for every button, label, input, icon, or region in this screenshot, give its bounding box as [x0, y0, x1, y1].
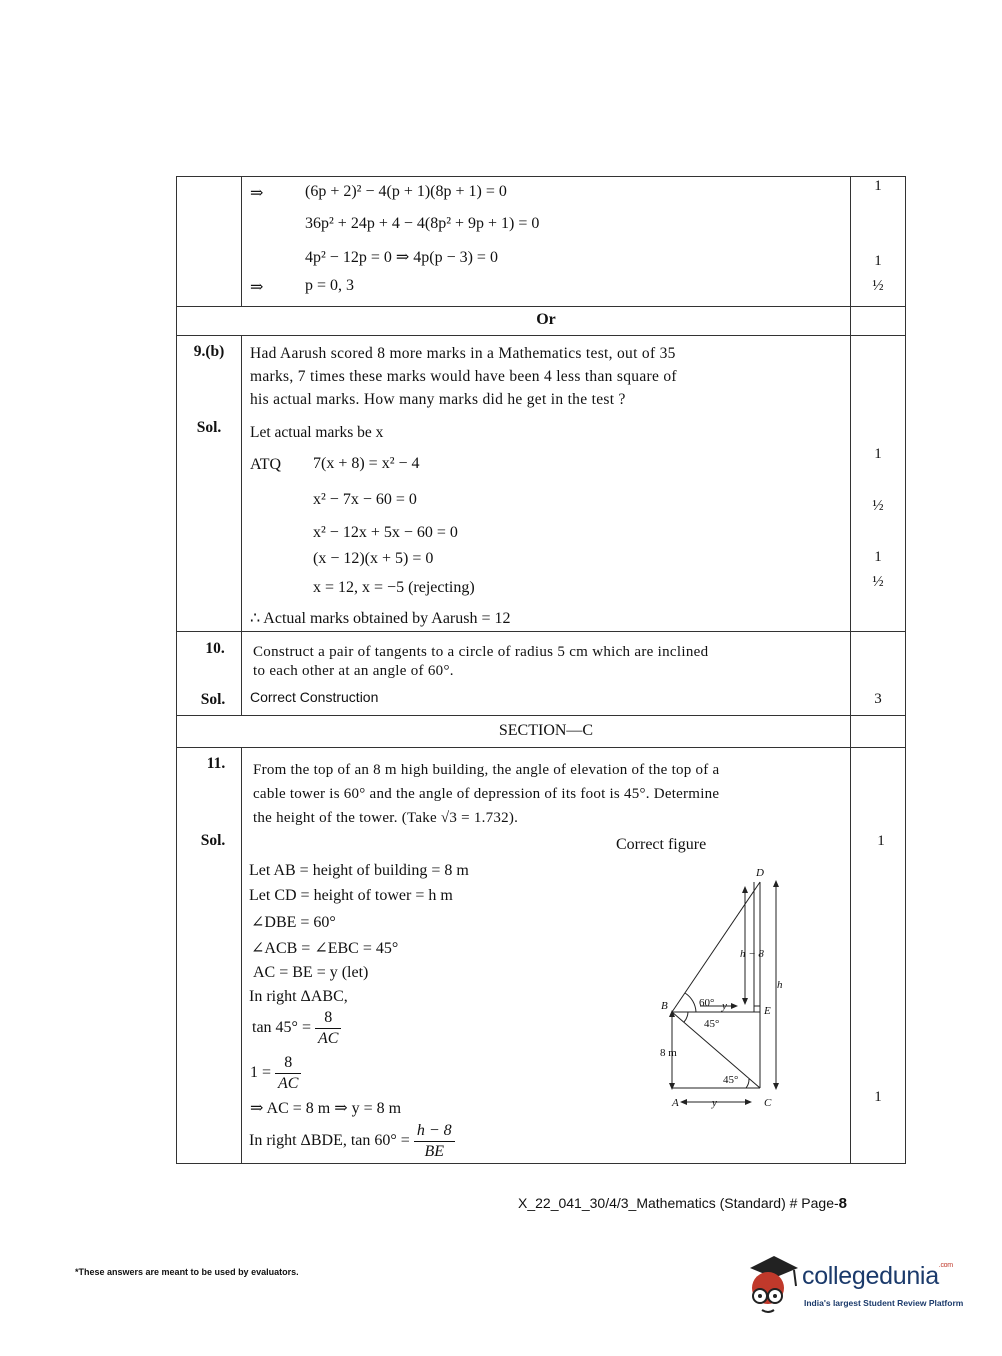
sol-11-step-9: ⇒ AC = 8 m ⇒ y = 8 m — [250, 1100, 402, 1117]
question-line: the height of the tower. (Take √3 = 1.732). — [253, 810, 519, 826]
expr-line-3: 4p² − 12p = 0 ⇒ 4p(p − 3) = 0 — [305, 249, 498, 266]
mark-9b-1: 1 — [874, 446, 882, 462]
row-line-6 — [176, 1163, 906, 1164]
arrowhead — [742, 998, 748, 1005]
table-border-right — [905, 176, 906, 1164]
brand-name — [802, 1262, 953, 1291]
angle-60-arc — [685, 993, 696, 1012]
sol-label-10: Sol. — [200, 691, 226, 708]
row-line-3 — [176, 631, 906, 632]
page-number: 8 — [838, 1195, 847, 1212]
fraction-numerator: 8 — [275, 1053, 301, 1074]
row-line-2 — [176, 335, 906, 336]
arrowhead — [773, 1083, 779, 1090]
mark-11-1: 1 — [877, 833, 885, 849]
label-45-deg-c: 45° — [723, 1074, 739, 1086]
tassel — [794, 1270, 796, 1286]
smile — [762, 1310, 774, 1312]
tan60-label: In right ΔBDE, tan 60° = — [249, 1132, 410, 1150]
col-divider-1c — [241, 747, 242, 1164]
sol-step-intro: Let actual marks be x — [250, 424, 384, 441]
sol-step-2: x² − 7x − 60 = 0 — [313, 491, 417, 508]
fraction-numerator: 8 — [315, 1008, 341, 1029]
section-heading: SECTION—C — [498, 722, 594, 739]
question-line: Had Aarush scored 8 more marks in a Mathematics test, out of 35 — [250, 345, 676, 362]
row-line-4 — [176, 715, 906, 716]
question-line: From the top of an 8 m high building, the angle of elevation of the top of a — [253, 762, 720, 778]
sol-11-step-4: ∠ACB = ∠EBC = 45° — [251, 940, 399, 957]
sol-11-step-5: AC = BE = y (let) — [253, 964, 369, 981]
label-h: h — [777, 979, 783, 991]
sol-11-step-3: ∠DBE = 60° — [251, 914, 336, 931]
sol-label-9b: Sol. — [196, 419, 222, 436]
fraction-h-minus-8-over-be — [414, 1121, 455, 1162]
sol-atq-label: ATQ — [250, 456, 282, 473]
mark-top-3: ½ — [872, 278, 884, 294]
label-a: A — [672, 1097, 679, 1109]
sol-step-4: (x − 12)(x + 5) = 0 — [313, 550, 434, 567]
question-text-11 — [253, 758, 719, 830]
mascot-icon — [742, 1252, 802, 1318]
figure-caption: Correct figure — [616, 836, 707, 853]
sol-11-step-7 — [252, 1008, 341, 1049]
col-divider-1a — [241, 176, 242, 307]
line-of-sight-bd — [672, 882, 760, 1012]
arrowhead — [773, 880, 779, 887]
sol-11-step-10 — [249, 1121, 455, 1162]
answer-10: Correct Construction — [250, 689, 379, 705]
row-line-5 — [176, 747, 906, 748]
sol-11-step-1: Let AB = height of building = 8 m — [249, 862, 469, 879]
col-divider-2 — [850, 176, 851, 1164]
tower-figure — [650, 860, 800, 1120]
question-text-9b — [250, 342, 840, 411]
angle-45-arc-c — [746, 1079, 749, 1088]
fraction-denominator: AC — [278, 1075, 299, 1092]
eye-left — [758, 1294, 762, 1298]
fraction-denominator: BE — [424, 1143, 444, 1160]
sol-11-step-2: Let CD = height of tower = h m — [249, 887, 453, 904]
question-number-9b: 9.(b) — [193, 343, 225, 360]
arrowhead — [731, 1003, 738, 1009]
sol-11-step-8 — [250, 1053, 301, 1094]
angle-45-arc — [684, 1012, 688, 1022]
sol-step-5: x = 12, x = −5 (rejecting) — [313, 579, 475, 596]
arrowhead — [680, 1099, 687, 1105]
fraction-denominator: AC — [317, 1030, 339, 1047]
question-line: Construct a pair of tangents to a circle of radius 5 cm which are inclined — [253, 644, 709, 660]
label-y-bottom: y — [712, 1097, 717, 1109]
mark-9b-3: 1 — [874, 549, 882, 565]
page-reference-text: X_22_041_30/4/3_Mathematics (Standard) # Page- — [518, 1195, 839, 1211]
row-line-1 — [176, 306, 906, 307]
sol-step-1: 7(x + 8) = x² − 4 — [313, 455, 420, 472]
col-divider-1b — [241, 335, 242, 716]
question-number-10: 10. — [205, 640, 225, 657]
mark-9b-4: ½ — [872, 574, 884, 590]
label-e: E — [764, 1005, 771, 1017]
expr-line-1: (6p + 2)² − 4(p + 1)(8p + 1) = 0 — [305, 183, 507, 200]
label-8m: 8 m — [660, 1047, 677, 1059]
label-h-minus-8: h − 8 — [740, 948, 764, 960]
mark-10: 3 — [874, 691, 882, 707]
label-b: B — [661, 1000, 668, 1012]
question-line: marks, 7 times these marks would have been 4 less than square of — [250, 368, 677, 385]
question-text-10 — [253, 643, 708, 681]
fraction-8-over-ac — [315, 1008, 341, 1049]
label-y-top: y — [722, 1000, 727, 1012]
arrowhead — [745, 1099, 752, 1105]
arrowhead — [742, 886, 748, 893]
brand-name-text: collegedunia — [802, 1262, 939, 1290]
fraction-8-over-ac-2 — [275, 1053, 301, 1094]
mark-top-2: 1 — [874, 253, 882, 269]
question-number-11: 11. — [206, 755, 226, 772]
one-equals-label: 1 = — [250, 1064, 272, 1082]
row-line-0 — [176, 176, 906, 177]
arrow-1: ⇒ — [250, 185, 264, 202]
question-line: his actual marks. How many marks did he get in the test ? — [250, 391, 626, 408]
question-line: to each other at an angle of 60°. — [253, 663, 454, 679]
brand-tagline: India's largest Student Review Platform — [804, 1298, 964, 1308]
evaluator-note: *These answers are meant to be used by evaluators. — [75, 1267, 299, 1277]
mark-11-2: 1 — [874, 1089, 882, 1105]
question-line: cable tower is 60° and the angle of depression of its foot is 45°. Determine — [253, 786, 720, 802]
label-d: D — [756, 867, 764, 879]
arrowhead — [669, 1083, 675, 1090]
expr-line-4: p = 0, 3 — [305, 277, 355, 294]
right-angle-e — [754, 1006, 760, 1012]
sol-11-step-6: In right ΔABC, — [249, 988, 348, 1005]
page-reference — [518, 1195, 847, 1212]
fraction-numerator: h − 8 — [414, 1121, 455, 1142]
mark-top-1: 1 — [874, 178, 882, 194]
mark-9b-2: ½ — [872, 498, 884, 514]
brand-suffix: .com — [938, 1262, 953, 1269]
sol-step-3: x² − 12x + 5x − 60 = 0 — [313, 524, 458, 541]
expr-line-2: 36p² + 24p + 4 − 4(8p² + 9p + 1) = 0 — [305, 215, 540, 232]
label-c: C — [764, 1097, 772, 1109]
label-60-deg: 60° — [699, 997, 715, 1009]
sol-label-11: Sol. — [200, 832, 226, 849]
tan45-label: tan 45° = — [252, 1019, 311, 1037]
arrow-4: ⇒ — [250, 279, 264, 296]
sol-conclusion-9b: ∴ Actual marks obtained by Aarush = 12 — [250, 610, 511, 627]
or-divider: Or — [536, 311, 556, 328]
eye-right — [773, 1294, 777, 1298]
label-45-deg: 45° — [704, 1018, 720, 1030]
table-border-left — [176, 176, 177, 1164]
